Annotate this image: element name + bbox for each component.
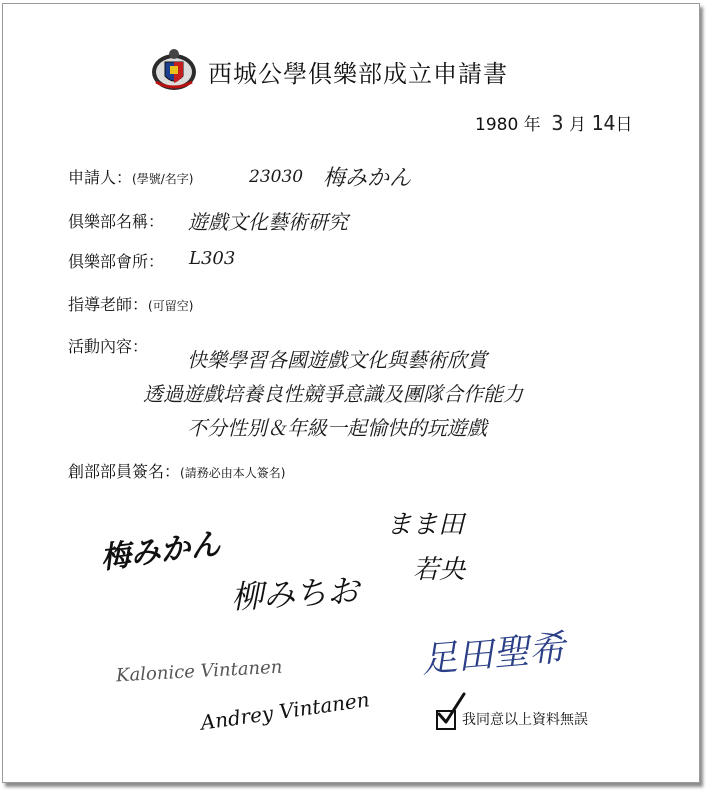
activity-line-3[interactable]: 不分性別＆年級一起愉快的玩遊戲 [187,416,487,440]
applicant-label: 申請人： [68,168,133,187]
signature-4: 足田聖希 [419,627,567,682]
date-year-unit: 年 [523,115,541,135]
activity-label: 活動內容： [68,337,149,356]
check-mark-icon [436,692,466,726]
applicant-id-field[interactable]: 23030 [249,167,304,187]
signature-3-line-2: 若央 [413,555,466,585]
date-month-unit: 月 [568,115,586,135]
activity-line-2[interactable]: 透過遊戲培養良性競爭意識及團隊合作能力 [143,382,523,406]
page-title: 西城公學俱樂部成立申請書 [208,60,508,88]
applicant-hint: (學號/名字) [132,172,194,186]
members-hint: (請務必由本人簽名) [180,466,286,480]
agreement-row[interactable] [436,709,588,730]
application-form-sheet [2,3,700,783]
club-room-label: 俱樂部會所： [68,252,165,271]
signature-3-line-1: まま田 [386,510,465,540]
advisor-label-row [68,292,193,315]
school-crest-icon [150,46,198,94]
signature-1: 梅みかん [98,526,223,577]
date-year: 1980 [475,115,519,135]
signature-2: 柳みちお [230,571,361,617]
club-room-field[interactable]: L303 [189,248,236,269]
agreement-checkbox[interactable] [436,710,456,730]
club-name-field[interactable]: 遊戲文化藝術研究 [188,210,348,234]
signature-6: Andrey Vintanen [199,687,371,735]
members-label-row [68,459,285,482]
advisor-hint: (可留空) [148,299,194,313]
club-name-label: 俱樂部名稱： [68,212,165,231]
date-month[interactable]: 3 [551,111,564,135]
advisor-label: 指導老師： [68,295,149,314]
application-date [475,110,632,135]
applicant-name-field[interactable]: 梅みかん [323,166,412,191]
date-day[interactable]: 14 [591,111,616,135]
agreement-label: 我同意以上資料無誤 [462,712,588,728]
activity-line-1[interactable]: 快樂學習各國遊戲文化與藝術欣賞 [187,348,487,372]
date-day-unit: 日 [615,115,633,135]
applicant-label-row [68,165,193,188]
members-label: 創部部員簽名： [68,462,181,481]
signature-5: Kalonice Vintanen [115,656,283,687]
